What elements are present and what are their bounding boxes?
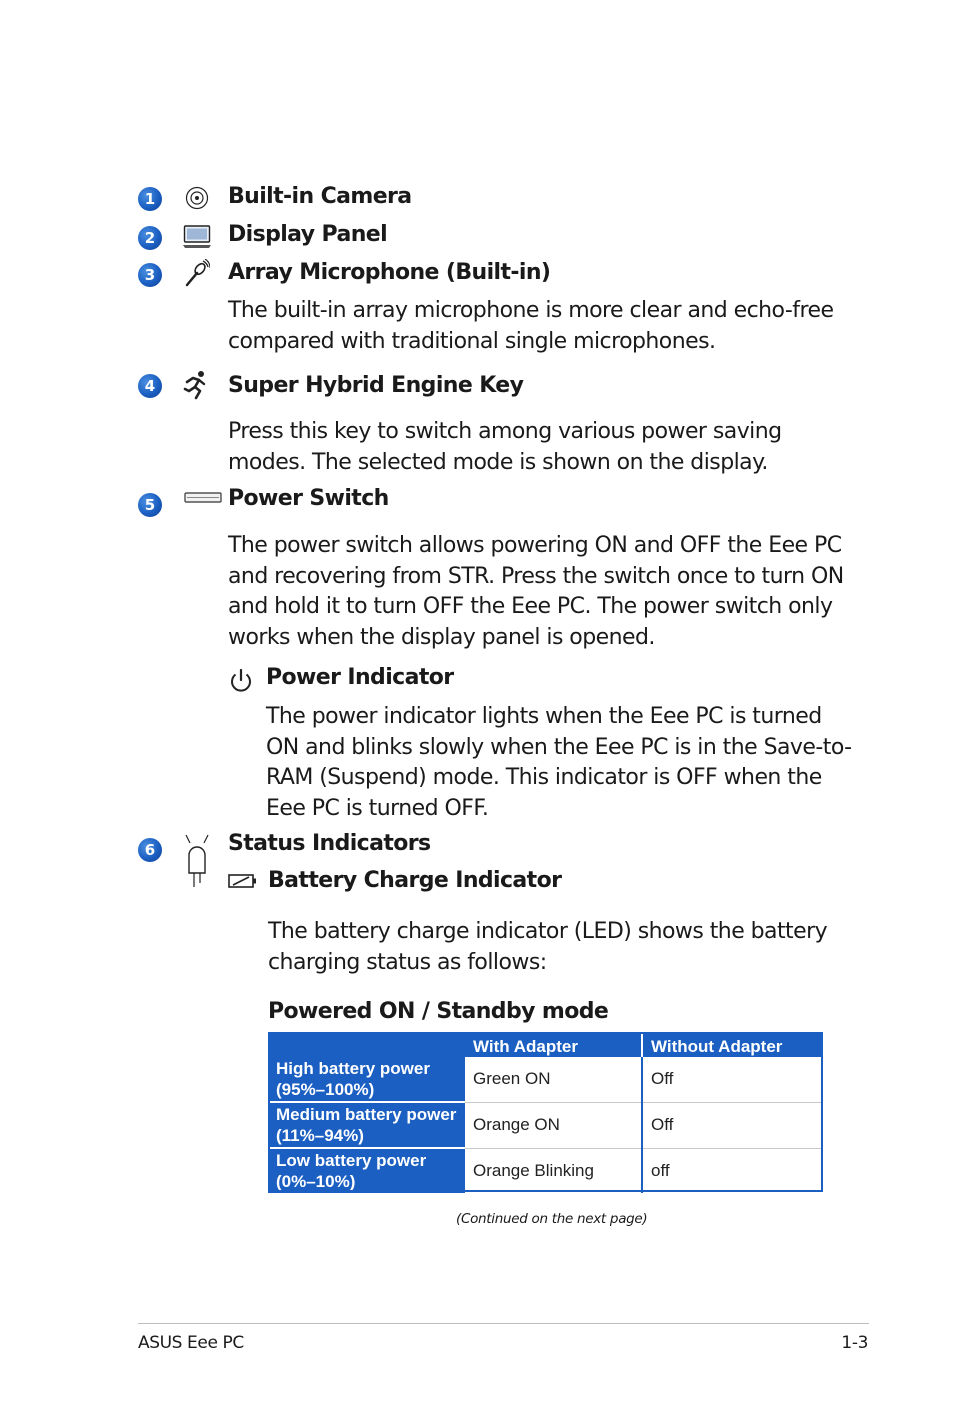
row-label xyxy=(268,1102,465,1148)
battery-status-table xyxy=(268,1032,823,1193)
super-hybrid-engine-icon xyxy=(182,370,208,405)
power-icon xyxy=(228,668,254,699)
row-label-line: High battery power xyxy=(276,1059,430,1078)
table-header-without-adapter: Without Adapter xyxy=(642,1032,823,1057)
number-badge-5: 5 xyxy=(138,493,162,517)
description-line: RAM (Suspend) mode. This indicator is OFF when the xyxy=(266,765,822,790)
cell-with-adapter: Orange ON xyxy=(465,1102,642,1148)
description-line: The power switch allows powering ON and OFF the Eee PC xyxy=(228,533,842,558)
item-title-array-microphone: Array Microphone (Built-in) xyxy=(228,260,551,285)
row-label-line: (0%–10%) xyxy=(276,1172,356,1191)
row-label-line: (11%–94%) xyxy=(276,1126,364,1145)
display-panel-icon xyxy=(182,224,212,255)
item-title-display-panel: Display Panel xyxy=(228,222,388,247)
item-description-array-microphone xyxy=(228,296,833,357)
item-description-power-switch xyxy=(228,531,844,653)
table-header-row xyxy=(268,1032,823,1057)
footer-product-name: ASUS Eee PC xyxy=(138,1333,244,1353)
cell-without-adapter: Off xyxy=(642,1057,823,1102)
description-line: charging status as follows: xyxy=(268,949,547,975)
battery-icon xyxy=(228,873,258,894)
description-line: The built-in array microphone is more clear and echo-free xyxy=(228,298,834,323)
cell-without-adapter: off xyxy=(642,1148,823,1193)
item-title-power-switch: Power Switch xyxy=(228,486,389,511)
item-title-built-in-camera: Built-in Camera xyxy=(228,184,412,209)
battery-indicator-title: Battery Charge Indicator xyxy=(268,868,562,893)
continued-note: (Continued on the next page) xyxy=(456,1211,648,1227)
description-line: modes. The selected mode is shown on the display. xyxy=(228,449,768,475)
description-line: Press this key to switch among various power saving xyxy=(228,419,782,444)
description-line: The battery charge indicator (LED) shows the battery xyxy=(268,919,828,944)
description-line: works when the display panel is opened. xyxy=(228,624,655,650)
cell-with-adapter: Orange Blinking xyxy=(473,1160,594,1180)
row-label xyxy=(268,1148,465,1193)
cell-without-adapter: Off xyxy=(642,1102,823,1148)
cell-with-adapter: Green ON xyxy=(465,1057,642,1102)
table-header-with-adapter: With Adapter xyxy=(465,1032,642,1057)
status-led-icon xyxy=(183,833,211,894)
item-title-status-indicators: Status Indicators xyxy=(228,831,431,856)
power-switch-icon xyxy=(184,491,222,509)
description-line: The power indicator lights when the Eee PC is turned xyxy=(266,704,822,729)
camera-icon xyxy=(185,186,209,215)
power-indicator-description xyxy=(266,702,852,824)
footer-page-number: 1-3 xyxy=(841,1333,868,1353)
table-header-blank xyxy=(268,1032,465,1057)
row-label-line: Medium battery power xyxy=(276,1105,457,1124)
description-line: and hold it to turn OFF the Eee PC. The power switch only xyxy=(228,594,833,619)
description-line: ON and blinks slowly when the Eee PC is in the Save-to- xyxy=(266,734,852,760)
row-label-line: Low battery power xyxy=(276,1151,427,1170)
description-line: Eee PC is turned OFF. xyxy=(266,795,489,821)
number-badge-1: 1 xyxy=(138,187,162,211)
power-indicator-title: Power Indicator xyxy=(266,665,454,690)
description-line: compared with traditional single microphones. xyxy=(228,328,716,354)
description-line: and recovering from STR. Press the switch once to turn ON xyxy=(228,563,844,589)
microphone-icon xyxy=(184,259,210,292)
table-row xyxy=(268,1102,823,1148)
footer-divider xyxy=(138,1323,869,1324)
item-description-super-hybrid-engine xyxy=(228,417,782,478)
number-badge-2: 2 xyxy=(138,226,162,250)
number-badge-6: 6 xyxy=(138,838,162,862)
table-row xyxy=(268,1148,823,1193)
mode-title: Powered ON / Standby mode xyxy=(268,999,609,1024)
battery-indicator-description xyxy=(268,917,827,978)
row-label-line: (95%–100%) xyxy=(276,1080,375,1099)
number-badge-4: 4 xyxy=(138,374,162,398)
item-title-super-hybrid-engine: Super Hybrid Engine Key xyxy=(228,373,524,398)
table-row xyxy=(268,1057,823,1102)
number-badge-3: 3 xyxy=(138,263,162,287)
row-label xyxy=(268,1057,465,1102)
